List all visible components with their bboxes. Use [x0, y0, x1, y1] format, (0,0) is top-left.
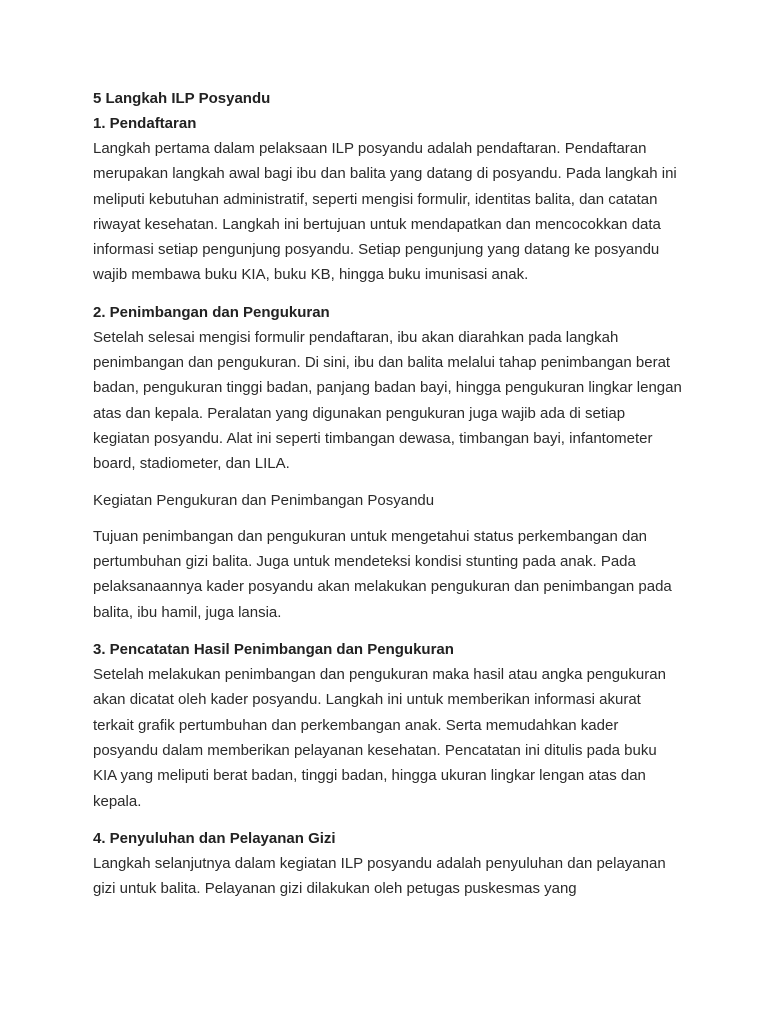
paragraph-penyuluhan: Langkah selanjutnya dalam kegiatan ILP posyandu adalah penyuluhan dan pelayanan gizi untuk balita. Pelayanan gizi dilakukan oleh petugas puskesmas yang [93, 854, 666, 898]
paragraph-pencatatan: Setelah melakukan penimbangan dan pengukuran maka hasil atau angka pengukuran akan dicatat oleh kader posyandu. Langkah ini untuk memberikan informasi akurat terkait grafik pertumbuhan dan perkembangan anak. Serta memudahkan kader posyandu dalam memberikan pelayanan kesehatan. Pencatatan ini ditulis pada buku KIA yang meliputi berat badan, tinggi badan, hingga ukuran lingkar lengan atas dan kepala. [93, 666, 666, 810]
section-heading-pendaftaran: 1. Pendaftaran [93, 115, 197, 132]
image-caption: Kegiatan Pengukuran dan Penimbangan Posyandu [93, 491, 435, 509]
section-heading-pencatatan: 3. Pencatatan Hasil Penimbangan dan Pengukuran [93, 641, 454, 659]
document-page [93, 86, 683, 901]
paragraph-pendaftaran: Langkah pertama dalam pelaksaan ILP posyandu adalah pendaftaran. Pendaftaran merupakan langkah awal bagi ibu dan balita yang datang di posyandu. Pada langkah ini meliputi kebutuhan administratif, seperti mengisi formulir, identitas balita, dan catatan riwayat kesehatan. Langkah ini bertujuan untuk mendapatkan dan mencocokkan data informasi setiap pengunjung posyandu. Setiap pengunjung yang datang ke posyandu wajib membawa buku KIA, buku KB, hingga buku imunisasi anak. [93, 140, 677, 284]
paragraph-tujuan: Tujuan penimbangan dan pengukuran untuk mengetahui status perkembangan dan pertumbuhan gizi balita. Juga untuk mendeteksi kondisi stunting pada anak. Pada pelaksanaannya kader posyandu akan melakukan pengukuran dan penimbangan pada balita, ibu hamil, juga lansia. [93, 527, 672, 621]
document-title: 5 Langkah ILP Posyandu [93, 90, 271, 107]
paragraph-penimbangan: Setelah selesai mengisi formulir pendaftaran, ibu akan diarahkan pada langkah penimbangan dan pengukuran. Di sini, ibu dan balita melalui tahap penimbangan berat badan, pengukuran tinggi badan, panjang badan bayi, hingga pengukuran lingkar lengan atas dan kepala. Peralatan yang digunakan pengukuran juga wajib ada di setiap kegiatan posyandu. Alat ini seperti timbangan dewasa, timbangan bayi, infantometer board, stadiometer, dan LILA. [93, 328, 682, 473]
section-heading-penyuluhan: 4. Penyuluhan dan Pelayanan Gizi [93, 829, 336, 847]
section-heading-penimbangan: 2. Penimbangan dan Pengukuran [93, 303, 330, 321]
